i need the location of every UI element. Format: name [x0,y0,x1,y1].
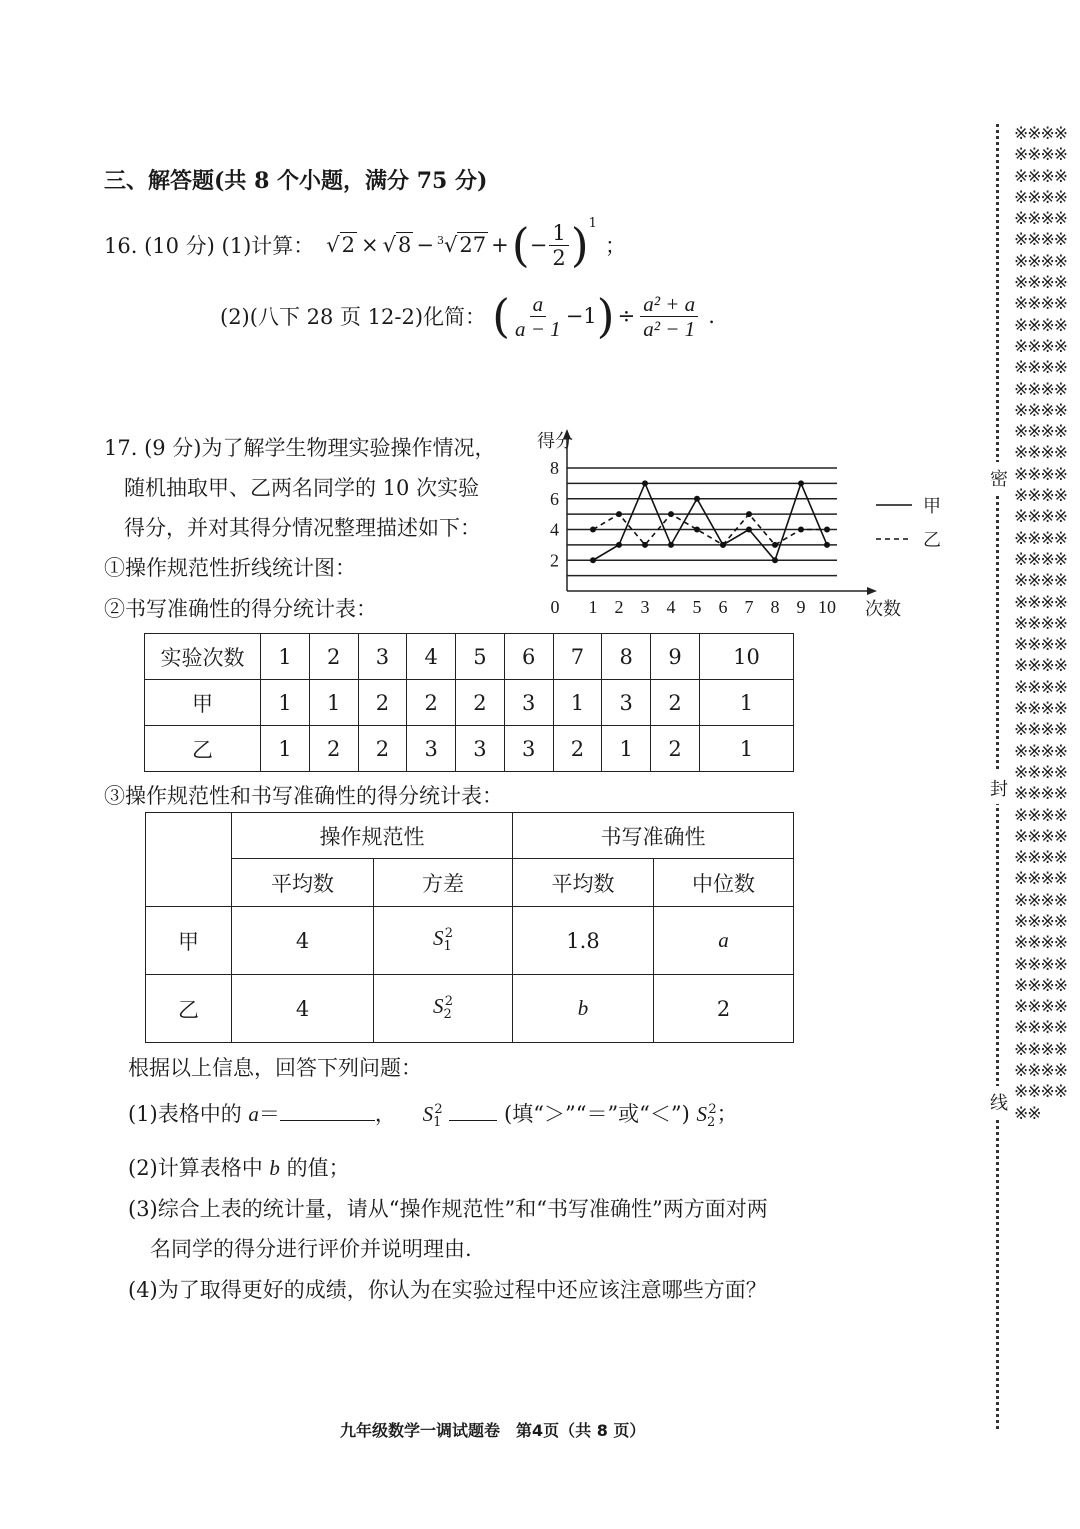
table-cell: 甲 [145,680,261,726]
table-row-yi [146,975,794,1043]
sub-header: 平均数 [513,859,654,907]
x-tick-label: 7 [744,597,754,617]
table-cell: 2 [654,975,794,1043]
table-cell: 8 [602,634,651,680]
seal-char-xian: 线 [990,1086,1008,1118]
data-point [668,511,674,517]
data-point [694,527,700,533]
cbrt-27: 27 [459,233,487,257]
data-point [616,542,622,548]
x-tick-label: 2 [614,597,624,617]
sub-header: 方差 [374,859,513,907]
fraction-a-over-a-minus-1: $\frac{a}{a - 1}$ [515,291,561,341]
table-cell: b [513,975,654,1043]
table-cell: 3 [407,726,456,772]
table-cell: 实验次数 [145,634,261,680]
x-tick-label: 1 [588,597,598,617]
data-point [798,527,804,533]
question-4: (4)为了取得更好的成绩，你认为在实验过程中还应该注意哪些方面？ [128,1278,767,1302]
table-cell: 6 [504,634,553,680]
q17-item1: ①操作规范性折线统计图： [104,556,356,580]
table-cell: a [654,907,794,975]
x-tick-label: 9 [796,597,806,617]
table-cell: 1 [699,680,793,726]
table-cell: $S_2^2$ [374,975,513,1043]
x-tick-label: 3 [640,597,650,617]
sqrt-8: 8 [398,233,412,257]
cbrt-index: 3 [437,234,445,247]
table-cell: 1.8 [513,907,654,975]
table-cell: 9 [651,634,700,680]
question-3-line1: (3)综合上表的统计量，请从“操作规范性”和“书写准确性”两方面对两 [128,1197,768,1221]
table-header-row [145,634,794,680]
table-cell: 3 [504,726,553,772]
table-cell: 1 [309,680,358,726]
times-sign: × [361,233,379,257]
legend-label-jia: 甲 [923,496,941,517]
legend-label-yi: 乙 [923,530,941,551]
table-cell: 1 [699,726,793,772]
data-point [616,511,622,517]
table-cell: 2 [358,680,407,726]
group-header-operation: 操作规范性 [232,813,513,859]
table-cell: 1 [553,680,602,726]
data-point [642,480,648,486]
table-cell: 4 [232,975,374,1043]
data-point [824,527,830,533]
data-point [772,557,778,563]
minus-sign: − [416,233,435,257]
seal-pattern: ※※※※※※※※※※※※※※※※※※※※※※※※※※※※※※※※※※※※※※※※※※※※※※※※※※※※※※※※※※※※※※※※※※※※※※※※※※※※※※※※※※※※※※※※※※※※※※※※※※※※※※※※※※※※※※※※※※※※※※※※※※※※※※※※※※※※※※※※※※※※※※※※※※※※※※※※※※※※※※※※※※※※※※※※※※※※※※※※※※※※※※※※※※ [1014,124,1067,1124]
sub-header: 中位数 [654,859,794,907]
q16-label: 16. (10 分) (1)计算： [104,234,315,258]
table-cell: 4 [407,634,456,680]
data-point [720,542,726,548]
x-axis-arrow [867,587,877,595]
writing-score-table [144,633,794,772]
table-cell: 2 [309,634,358,680]
seal-char-mi: 密 [990,462,1008,494]
table-cell: $S_1^2$ [374,907,513,975]
q17-item3: ③操作规范性和书写准确性的得分统计表： [104,784,503,808]
q17-line3: 得分，并对其得分情况整理描述如下： [124,516,481,540]
answer-blank-compare[interactable] [449,1120,497,1121]
table-cell: 2 [407,680,456,726]
series-line-jia [593,483,827,560]
table-cell: 10 [699,634,793,680]
q17-item2: ②书写准确性的得分统计表： [104,597,377,621]
y-tick-label: 4 [550,519,559,540]
table-cell: 2 [651,680,700,726]
table-cell: 5 [456,634,505,680]
table-cell: 2 [358,726,407,772]
y-axis-label: 得分 [537,431,573,452]
question-3-line2: 名同学的得分进行评价并说明理由. [150,1237,472,1261]
q16-part2-label: (2)(八下 28 页 12-2)化简： [220,305,487,329]
data-point [668,542,674,548]
exponent: 1 [588,216,597,231]
y-tick-label: 2 [550,550,559,571]
table-cell: 2 [553,726,602,772]
table-cell: 7 [553,634,602,680]
table-cell: 甲 [146,907,232,975]
table-cell: 1 [261,726,310,772]
table-cell: 3 [358,634,407,680]
x-tick-label: 10 [818,597,836,617]
data-point [642,542,648,548]
table-cell: 4 [232,907,374,975]
y-tick-label: 8 [550,458,559,478]
fraction-half: $\frac{1}{2}$ [549,221,568,270]
plus-sign: + [491,233,509,257]
x-tick-label: 5 [692,597,702,617]
table-cell: 乙 [145,726,261,772]
answer-blank-a[interactable] [280,1120,375,1121]
table-corner-cell [146,813,232,907]
table-cell: 3 [602,680,651,726]
data-point [772,542,778,548]
data-point [746,527,752,533]
data-point [590,557,596,563]
question-2: (2)计算表格中 b 的值； [128,1156,350,1180]
table-cell: 2 [651,726,700,772]
q16-part2: (2)(八下 28 页 12-2)化简： ( $\frac{a}{a - 1}$ −1 ) ÷ $\frac{\text{a² + a}}{\text{a² − 1}}$ . [220,289,715,343]
question-1: (1)表格中的 a＝ ， $S_1^2$ (填“＞”“＝”或“＜”) $S_2^2$； [128,1102,738,1131]
table-cell: 1 [261,680,310,726]
q16-part1: 16. (10 分) (1)计算： √2 × √8 − $^3$√27 + ( − $\frac{1}{2}$ ) $^1$ ； [104,216,626,272]
table-cell: 3 [504,680,553,726]
x-tick-label: 4 [666,597,676,617]
line-chart [537,425,941,640]
sub-header: 平均数 [232,859,374,907]
data-point [824,542,830,548]
questions-intro: 根据以上信息，回答下列问题： [128,1056,422,1080]
table-cell: 1 [602,726,651,772]
fraction-a2a-over-a2-1: $\frac{\text{a² + a}}{\text{a² − 1}}$ [640,292,698,341]
group-header-writing: 书写准确性 [513,813,794,859]
table-cell: 2 [456,680,505,726]
data-point [798,480,804,486]
table-row-jia [145,680,794,726]
q17-line1: 17. (9 分)为了解学生物理实验操作情况， [104,436,496,460]
sqrt-2: 2 [341,233,356,257]
origin-label: 0 [550,597,560,617]
table-row-yi [145,726,794,772]
seal-char-feng: 封 [990,772,1008,804]
neg-sign: − [529,233,548,257]
table-cell: 乙 [146,975,232,1043]
summary-stats-table [145,812,794,1043]
page-footer: 九年级数学一调试题卷 第4页（共 8 页） [340,1421,646,1440]
data-point [694,496,700,502]
divide-sign: ÷ [617,304,636,328]
table-cell: 2 [309,726,358,772]
x-tick-label: 8 [770,597,780,617]
table-cell: 3 [456,726,505,772]
y-tick-label: 6 [550,488,559,509]
table-cell: 1 [261,634,310,680]
section-title: 三、解答题(共 8 个小题，满分 75 分) [104,168,488,194]
x-tick-label: 6 [718,597,728,617]
data-point [590,527,596,533]
data-point [746,511,752,517]
table-row-jia [146,907,794,975]
x-axis-label: 次数 [865,599,901,620]
q17-line2: 随机抽取甲、乙两名同学的 10 次实验 [124,476,480,500]
